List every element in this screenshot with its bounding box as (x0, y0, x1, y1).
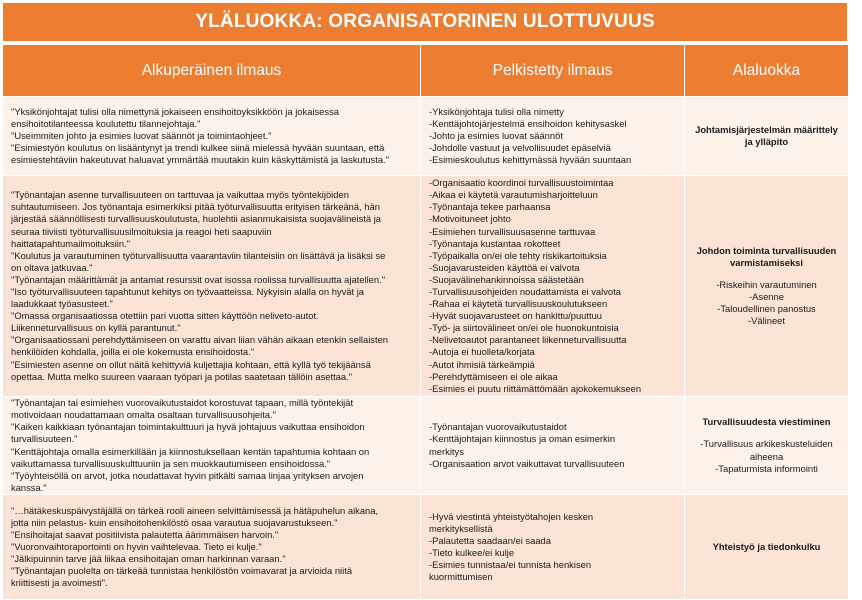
original-expression-line: jotta niin pelastus- kuin ensihoitohenkilöstö osaa varautua suojavarustukseen." (11, 516, 338, 528)
simplified-expression-line: -Esimies tunnistaa/ei tunnista henkisen (429, 559, 592, 571)
original-expression-cell (3, 397, 421, 495)
simplified-expression-line: -Hyvät suojavarusteet on hankittu/puuttuu (429, 310, 603, 322)
original-expression-line: ensihoitotilanteessa koulutettu tilannejohtaja." (11, 117, 201, 129)
original-expression-line: turvallisuuteen." (11, 433, 78, 445)
simplified-expression-line: -Kenttäjohtajan kiinnostus ja oman esimerkin (429, 433, 616, 445)
categorization-table (2, 44, 849, 600)
subcategory-title: Turvallisuudesta viestiminen (702, 416, 831, 428)
subcategory-cell (685, 397, 849, 495)
original-expression-line: "Työnantajan määrittämät ja antamat resurssit ovat isossa roolissa turvallisuutta ajatellen." (11, 273, 386, 285)
subcategory-title: Johtamisjärjestelmän määrittely ja ylläpito (695, 123, 838, 147)
simplified-expression-line: -Palautetta saadaan/ei saada (429, 534, 551, 546)
original-expression-line: seuraa tiiviisti työturvallisuusilmoituksia ja reagoi heti saapuviin (11, 225, 272, 237)
original-expression-line: "Useimmiten johto ja esimies luovat säännöt ja toimintaohjeet." (11, 129, 272, 141)
original-expression-line: "Työnantajan tai esimiehen vuorovaikutustaidot korostuvat tapaan, millä työntekijät (11, 397, 354, 409)
original-expression-line: järjestää säännöllisesti turvallisuuskoulutusta, huolehtii asianmukaisista suojavälineistä ja (11, 213, 381, 225)
simplified-expression-line: -Työnantaja tekee parhaansa (429, 201, 551, 213)
simplified-expression-line: -Johto ja esimies luovat säännöt (429, 129, 563, 141)
original-expression-line: "Ensihoitajat saavat positiivista palautetta äärimmäisen harvoin." (11, 528, 279, 540)
simplified-expression-line: -Organisaation arvot vaikuttavat turvallisuuteen (429, 457, 625, 469)
simplified-expression-line: -Johdolle vastuut ja velvollisuudet epäselviä (429, 142, 611, 154)
subcategory-item: -Riskeihin varautuminen (716, 278, 817, 290)
original-expression-line: "Omassa organisaatiossa otettiin pari vuotta sitten käyttöön neliveto-autot. (11, 310, 319, 322)
original-expression-line: "Koulutus ja varautuminen työturvallisuutta vaarantaviin tilanteisiin on lisättävä ja lisäksi se (11, 249, 386, 261)
original-expression-line: vaikuttamassa turvallisuuskulttuuriin ja sen muokkautumiseen ensihoidossa." (11, 457, 331, 469)
original-expression-line: kriittisesti ja avoimesti". (11, 577, 108, 589)
simplified-expression-cell (421, 397, 685, 495)
table-header-row (3, 45, 849, 97)
original-expression-cell (3, 176, 421, 397)
header-subcategory: Alaluokka (685, 45, 849, 97)
original-expression-line: "Organisaatiossani perehdyttämiseen on varattu aivan liian vähän aikaan etenkin sellaisten (11, 334, 388, 346)
original-expression-line: "Vuoronvaihtoraportointi on hyvin vaihtelevaa. Tieto ei kulje." (11, 540, 262, 552)
table-row (3, 97, 849, 176)
table-row (3, 495, 849, 600)
simplified-expression-line: -Perehdyttämiseen ei ole aikaa (429, 370, 558, 382)
original-expression-line: opettaa. Mutta melko suureen vaaraan työpari ja potilas saatetaan tällöin asettaa." (11, 370, 353, 382)
simplified-expression-line: -Työpaikalla on/ei ole tehty riskikartoituksia (429, 249, 607, 261)
original-expression-line: "Yksikönjohtajat tulisi olla nimettynä jokaiseen ensihoitoyksikköön ja jokaisessa (11, 105, 339, 117)
simplified-expression-line: -Aikaa ei käytetä varautumisharjoitteluun (429, 189, 598, 201)
subcategory-cell (685, 495, 849, 600)
table-row (3, 397, 849, 495)
subcategory-item: -Turvallisuus arkikeskusteluiden aiheena (700, 438, 833, 462)
original-expression-line: "Työnantajan asenne turvallisuuteen on tarttuvaa ja vaikuttaa myös työntekijöiden (11, 189, 349, 201)
original-expression-cell (3, 97, 421, 176)
original-expression-line: "Työyhteisöllä on arvot, jotka noudattavat hyvin pitkälti samaa linjaa yrityksen arvojen (11, 469, 364, 481)
subcategory-cell (685, 97, 849, 176)
simplified-expression-line: -Suojavälinehankinnoissa säästetään (429, 273, 584, 285)
simplified-expression-line: -Työnantajan vuorovaikutustaidot (429, 421, 567, 433)
simplified-expression-cell (421, 176, 685, 397)
simplified-expression-line: merkityksellistä (429, 522, 493, 534)
simplified-expression-line: -Tieto kulkee/ei kulje (429, 547, 515, 558)
subcategory-item: -Asenne (749, 291, 784, 302)
subcategory-item: -Taloudellinen panostus (717, 303, 816, 315)
original-expression-line: suhtautumiseen. Jos työnantaja esimerkiksi pitää työturvallisuutta erityisen tärkeänä, hän (11, 201, 380, 213)
simplified-expression-line: -Hyvä viestintä yhteistyötahojen kesken (429, 510, 594, 522)
original-expression-line: henkilöiden kohdalla, joilla ei ole kokemusta ensihoidosta." (11, 346, 255, 358)
simplified-expression-line: -Kenttäjohtojärjestelmä ensihoidon kehitysaskel (429, 117, 627, 129)
simplified-expression-line: -Esimieskoulutus kehittymässä hyvään suuntaan (429, 154, 632, 166)
simplified-expression-line: -Esimies ei puutu riittämättömään ajokokemukseen (429, 382, 642, 394)
header-simplified-expression: Pelkistetty ilmaus (421, 45, 685, 97)
subcategory-title: Yhteistyö ja tiedonkulku (712, 540, 821, 552)
original-expression-line: Liikenneturvallisuus on kyllä parantunut." (11, 322, 181, 334)
simplified-expression-line: -Nelivetoautot parantaneet liikenneturvallisuutta (429, 334, 627, 346)
original-expression-line: "Iso työturvallisuuteen tapahtunut kehitys on työvaatteissa. Nykyisin alalla on hyvät ja (11, 286, 364, 297)
original-expression-line: "…hätäkeskuspäivystäjällä on tärkeä rooli aineen selvittämisessä ja hätäpuhelun aikana, (11, 504, 379, 516)
page-title: YLÄLUOKKA: ORGANISATORINEN ULOTTUVUUS (2, 2, 848, 42)
simplified-expression-line: -Työ- ja siirtovälineet on/ei ole huonokuntoisia (429, 322, 619, 334)
original-expression-line: kanssa." (11, 481, 47, 493)
simplified-expression-line: -Organisaatio koordinoi turvallisuustoimintaa (429, 177, 614, 189)
simplified-expression-line: -Autoja ei huolleta/korjata (429, 346, 535, 358)
simplified-expression-cell (421, 97, 685, 176)
simplified-expression-line: -Esimiehen turvallisuusasenne tarttuvaa (429, 225, 596, 237)
simplified-expression-line: -Turvallisuusohjeiden noudattamista ei valvota (429, 286, 621, 297)
original-expression-line: motivoidaan noudattamaan omalta osaltaan turvallisuusohjeita." (11, 409, 276, 421)
subcategory-item: -Tapaturmista informointi (715, 462, 818, 474)
simplified-expression-line: -Työnantaja kustantaa rokotteet (429, 237, 561, 249)
simplified-expression-line: -Rahaa ei käytetä turvallisuuskoulutukseen (429, 298, 608, 310)
simplified-expression-cell (421, 495, 685, 600)
original-expression-line: on oltava jatkuvaa." (11, 261, 93, 273)
original-expression-line: "Jälkipuinnin tarve jää liikaa ensihoitajan oman harkinnan varaan." (11, 553, 286, 565)
simplified-expression-line: merkitys (429, 445, 464, 457)
original-expression-line: "Työnantajan puolelta on tärkeää tunnistaa henkilöstön voimavarat ja arvioida niitä (11, 565, 353, 577)
original-expression-line: "Kaiken kaikkiaan työnantajan toimintakulttuuri ja hyvä johtajuus vaikuttaa ensihoidon (11, 421, 365, 433)
subcategory-item: -Välineet (747, 315, 785, 327)
original-expression-line: esimiestehtäviin hakeutuvat haluavat ymmärtää muutakin kuin käskyttämistä ja laskutusta." (11, 154, 389, 166)
original-expression-line: haittatapahtumailmoituksiin." (11, 237, 131, 249)
subcategory-cell (685, 176, 849, 397)
simplified-expression-line: -Motivoituneet johto (429, 213, 511, 225)
simplified-expression-line: -Yksikönjohtaja tulisi olla nimetty (429, 105, 564, 117)
simplified-expression-line: -Suojavarusteiden käyttöä ei valvota (429, 261, 580, 273)
table-row (3, 176, 849, 397)
header-original-expression: Alkuperäinen ilmaus (3, 45, 421, 97)
simplified-expression-line: -Autot ihmisiä tärkeämpiä (429, 358, 535, 370)
original-expression-line: laadukkaat työasusteet." (11, 298, 113, 310)
original-expression-line: "Esimiesten asenne on ollut näitä kehittyviä kuljettajia kohtaan, että kyllä työ tekijäänsä (11, 358, 371, 370)
original-expression-cell (3, 495, 421, 600)
original-expression-line: "Esimiestyön koulutus on lisääntynyt ja trendi kulkee siinä mielessä hyvään suuntaan, että (11, 142, 385, 154)
simplified-expression-line: kuormittumisen (429, 571, 493, 583)
subcategory-title: Johdon toiminta turvallisuuden varmistamiseksi (696, 244, 837, 268)
original-expression-line: "Kenttäjohtaja omalla esimerkillään ja kiinnostuksellaan kentän tapahtumia kohtaan on (11, 445, 370, 457)
